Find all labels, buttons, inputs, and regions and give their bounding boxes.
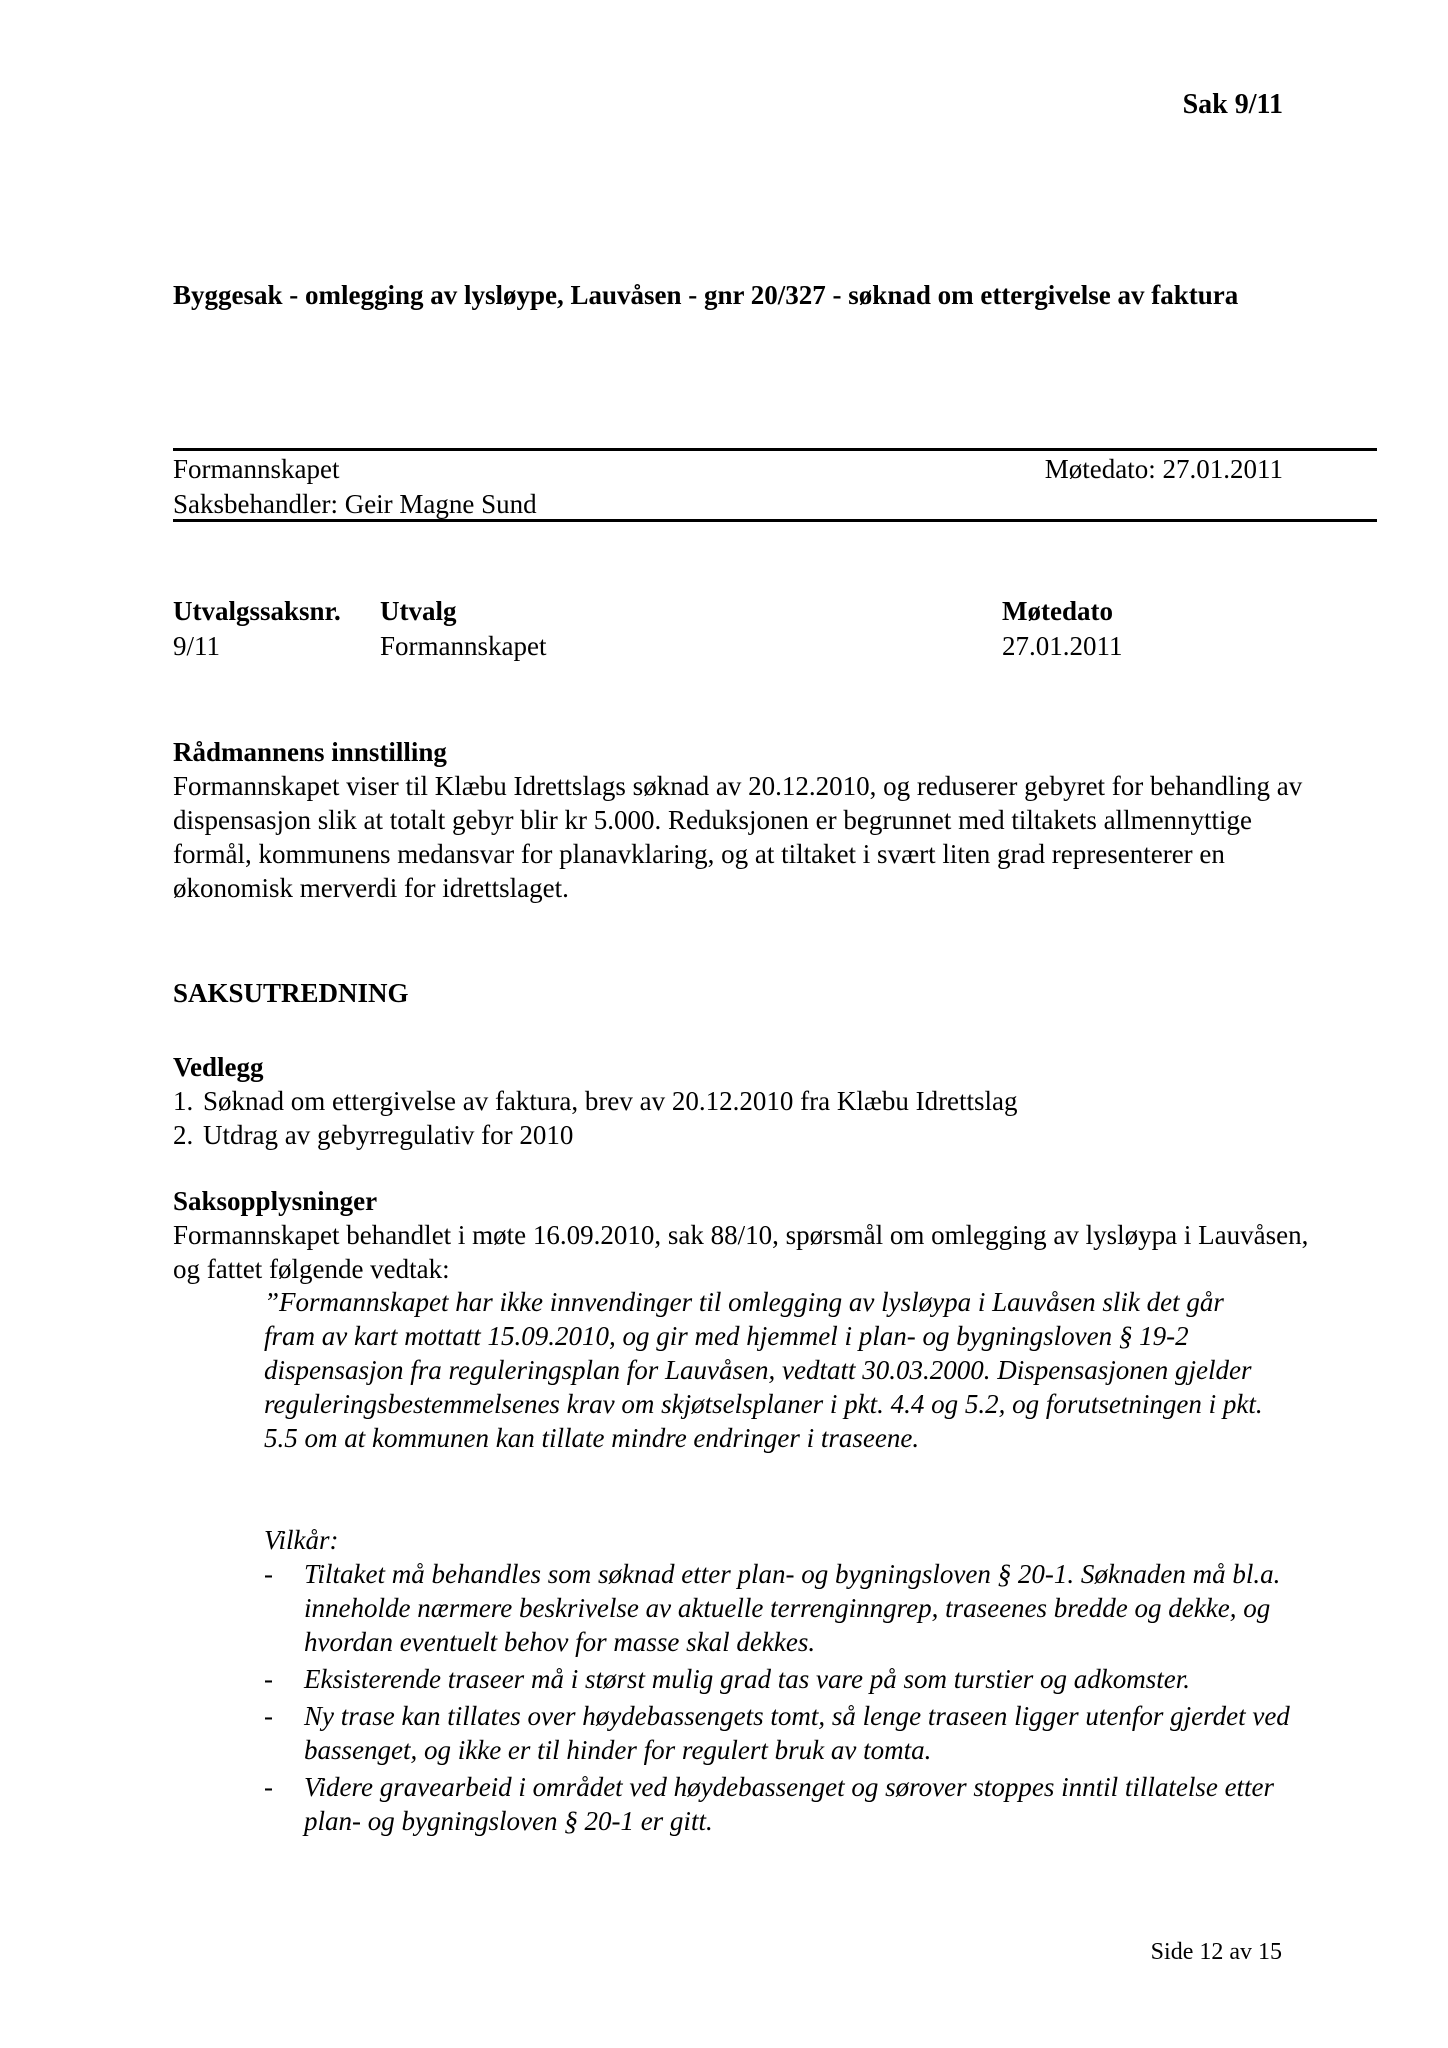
case-officer: Saksbehandler: Geir Magne Sund — [173, 489, 537, 519]
list-dash: - — [264, 1559, 273, 1589]
meeting-date: Møtedato: 27.01.2011 — [1044, 454, 1283, 484]
list-text: Søknad om ettergivelse av faktura, brev av 20.12.2010 fra Klæbu Idrettslag — [203, 1086, 1018, 1116]
list-item — [264, 1770, 1324, 1838]
list-number: 1. — [173, 1086, 194, 1116]
vedlegg-section — [173, 1050, 1313, 1152]
vedlegg-list — [173, 1084, 1313, 1152]
saksutredning-heading: SAKSUTREDNING — [173, 978, 409, 1008]
saksopplysninger-section — [173, 1184, 1313, 1286]
list-dash: - — [264, 1701, 273, 1731]
list-text: Utdrag av gebyrregulativ for 2010 — [203, 1120, 574, 1150]
cell-saksnr: 9/11 — [173, 631, 220, 661]
list-number: 2. — [173, 1120, 194, 1150]
list-item — [264, 1662, 1324, 1696]
list-text: Tiltaket må behandles som søknad etter plan- og bygningsloven § 20-1. Søknaden må bl.a. inneholde nærmere beskrivelse av aktuelle terrenginngrep, traseenes bredde og dekke, og hvordan eventuelt behov for masse skal dekkes. — [304, 1559, 1281, 1657]
saksopplysninger-heading: Saksopplysninger — [173, 1186, 378, 1216]
col-header-motedato: Møtedato — [1002, 596, 1113, 626]
vedlegg-heading: Vedlegg — [173, 1052, 264, 1082]
col-header-saksnr: Utvalgssaksnr. — [173, 596, 341, 626]
list-item — [173, 1084, 1313, 1118]
vilkar-section — [264, 1523, 1324, 1841]
list-text: Ny trase kan tillates over høydebassengets tomt, så lenge traseen ligger utenfor gjerdet ved bassenget, og ikke er til hinder for regulert bruk av tomta. — [304, 1701, 1290, 1765]
innstilling-section — [173, 735, 1313, 905]
vedtak-quote: ”Formannskapet har ikke innvendinger til omlegging av lysløypa i Lauvåsen slik det går fram av kart mottatt 15.09.2010, og gir med hjemmel i plan- og bygningsloven § 19-2 dispensasjon fra reguleringsplan for Lauvåsen, vedtatt 30.03.2000. Dispensasjonen gjelder reguleringsbestemmelsenes krav om skjøtselsplaner i pkt. 4.4 og 5.2, og forutsetningen i pkt. 5.5 om at kommunen kan tillate mindre endringer i traseene. — [264, 1287, 1263, 1453]
cell-motedato: 27.01.2011 — [1002, 631, 1123, 661]
innstilling-text: Formannskapet viser til Klæbu Idrettslags søknad av 20.12.2010, og reduserer gebyret for behandling av dispensasjon slik at totalt gebyr blir kr 5.000. Reduksjonen er begrunnet med tiltakets allmennyttige formål, kommunens medansvar for planavklaring, og at tiltaket i svært liten grad representerer en økonomisk merverdi for idrettslaget. — [173, 771, 1303, 903]
document-title: Byggesak - omlegging av lysløype, Lauvåsen - gnr 20/327 - søknad om ettergivelse av faktura — [173, 280, 1239, 310]
list-dash: - — [264, 1772, 273, 1802]
list-item — [264, 1557, 1324, 1659]
page-number: Side 12 av 15 — [1150, 1939, 1282, 1965]
list-item — [173, 1118, 1313, 1152]
cell-utvalg: Formannskapet — [380, 631, 547, 661]
organ-label: Formannskapet — [173, 454, 340, 484]
bottom-rule — [173, 519, 1377, 522]
meta-left — [173, 452, 537, 522]
top-rule — [173, 448, 1377, 451]
col-header-utvalg: Utvalg — [380, 596, 457, 626]
list-text: Videre gravearbeid i området ved høydebassenget og sørover stoppes inntil tillatelse etter plan- og bygningsloven § 20-1 er gitt. — [304, 1772, 1275, 1836]
vilkar-heading: Vilkår: — [264, 1525, 339, 1555]
case-number: Sak 9/11 — [1182, 89, 1283, 120]
list-dash: - — [264, 1664, 273, 1694]
list-item — [264, 1699, 1324, 1767]
list-text: Eksisterende traseer må i størst mulig grad tas vare på som turstier og adkomster. — [304, 1664, 1190, 1694]
saksopplysninger-text: Formannskapet behandlet i møte 16.09.2010, sak 88/10, spørsmål om omlegging av lysløypa i Lauvåsen, og fattet følgende vedtak: — [173, 1220, 1309, 1284]
innstilling-heading: Rådmannens innstilling — [173, 737, 447, 767]
